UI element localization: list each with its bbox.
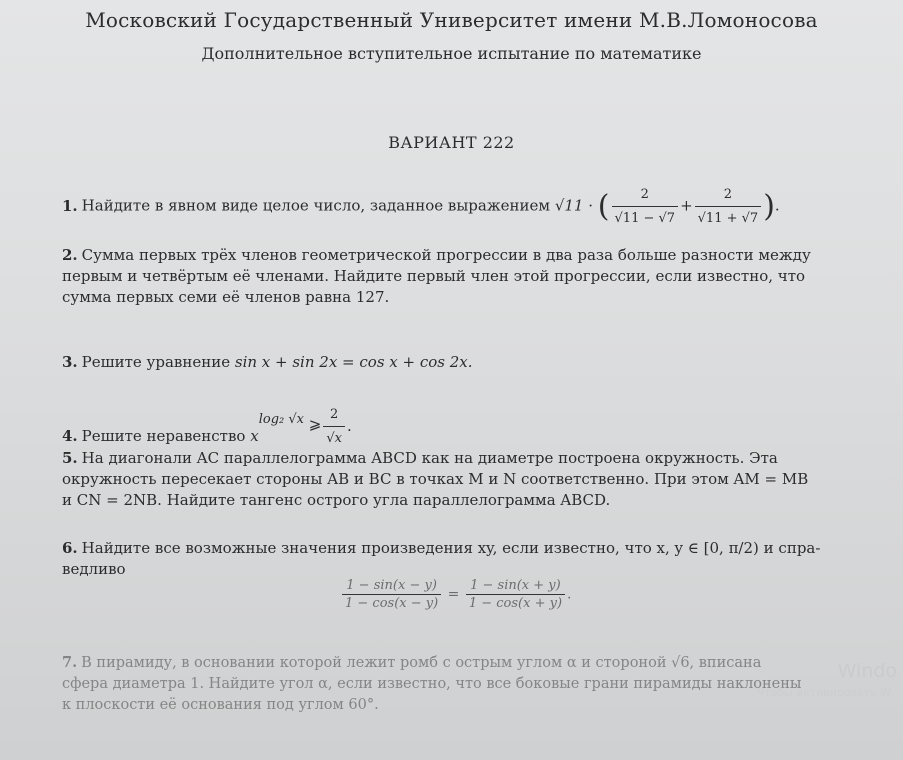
problem-number: 5. — [62, 449, 78, 467]
fraction-denominator: √x — [326, 431, 342, 446]
problem-number: 3. — [62, 353, 78, 371]
fraction-numerator: 2 — [323, 404, 345, 427]
problem-line: и CN = 2NB. Найдите тангенс острого угла параллелограмма ABCD. — [62, 491, 611, 509]
fraction-denominator: 1 − cos(x + y) — [468, 596, 563, 611]
fraction-numerator: 2 — [695, 184, 762, 207]
fraction — [323, 404, 345, 449]
windows-activation-watermark: Windo — [837, 660, 897, 682]
problem-1 — [62, 184, 852, 229]
ge-sign: ⩾ — [308, 414, 322, 433]
power-base: x — [250, 426, 259, 445]
fraction-denominator: 1 − cos(x − y) — [345, 596, 439, 611]
display-equation — [340, 578, 571, 611]
fraction-numerator: 2 — [612, 184, 679, 207]
problem-line: В пирамиду, в основании которой лежит ромб с острым углом α и стороной √6, вписана — [81, 655, 762, 671]
problem-4 — [62, 398, 852, 446]
period: . — [346, 416, 352, 435]
windows-activation-hint: Чтобы активировать W — [756, 686, 891, 699]
exam-subtitle: Дополнительное вступительное испытание по математике — [201, 44, 702, 63]
period: . — [774, 196, 780, 215]
fraction-denominator: √11 + √7 — [697, 211, 759, 226]
problem-line: сумма первых семи её членов равна 127. — [62, 288, 390, 306]
period: . — [567, 586, 572, 603]
problem-line: На диагонали AC параллелограмма ABCD как на диаметре построена окружность. Эта — [81, 449, 778, 467]
problem-text: Решите неравенство — [81, 426, 246, 445]
university-title: Московский Государственный Университет имени М.В.Ломоносова — [85, 8, 818, 32]
problem-line: Сумма первых трёх членов геометрической прогрессии в два раза больше разности между — [81, 246, 811, 264]
fraction-numerator: 1 − sin(x + y) — [466, 578, 565, 595]
equals-sign: = — [447, 586, 460, 603]
problem-number: 2. — [62, 246, 78, 264]
problem-line: первым и четвёртым её членами. Найдите первый член этой прогрессии, если известно, что — [62, 267, 806, 285]
problem-line: ведливо — [62, 560, 126, 578]
close-paren: ) — [763, 189, 775, 224]
problem-number: 7. — [62, 654, 78, 671]
problem-5 — [62, 448, 852, 511]
problem-6 — [62, 538, 852, 580]
math-expression: √11 · — [554, 196, 594, 215]
math-expression: sin x + sin 2x = cos x + cos 2x. — [234, 353, 473, 371]
lhs-fraction — [342, 578, 441, 611]
fraction-2 — [695, 184, 762, 229]
problem-line: к плоскости её основания под углом 60°. — [62, 697, 379, 713]
open-paren: ( — [597, 189, 610, 224]
fraction-numerator: 1 − sin(x − y) — [342, 578, 441, 595]
problem-number: 4. — [62, 426, 78, 445]
problem-line: сфера диаметра 1. Найдите угол α, если известно, что все боковые грани пирамиды наклонены — [62, 676, 802, 692]
problem-number: 6. — [62, 539, 78, 557]
fraction-denominator: √11 − √7 — [614, 211, 676, 226]
problem-3 — [62, 352, 852, 373]
problem-line: Найдите все возможные значения произведения xy, если известно, что x, y ∈ [0, π/2) и спра- — [81, 539, 821, 557]
fraction-1 — [612, 184, 679, 229]
problem-7 — [62, 652, 852, 716]
plus-sign: + — [680, 196, 693, 215]
problem-2 — [62, 245, 852, 308]
rhs-fraction — [466, 578, 565, 611]
variant-label: ВАРИАНТ 222 — [388, 133, 515, 152]
problem-number: 1. — [62, 196, 78, 215]
problem-text: Найдите в явном виде целое число, заданное выражением — [81, 196, 551, 215]
power-exponent: log₂ √x — [258, 411, 304, 427]
problem-text: Решите уравнение — [81, 353, 231, 371]
problem-line: окружность пересекает стороны AB и BC в точках M и N соответственно. При этом AM = MB — [62, 470, 809, 488]
